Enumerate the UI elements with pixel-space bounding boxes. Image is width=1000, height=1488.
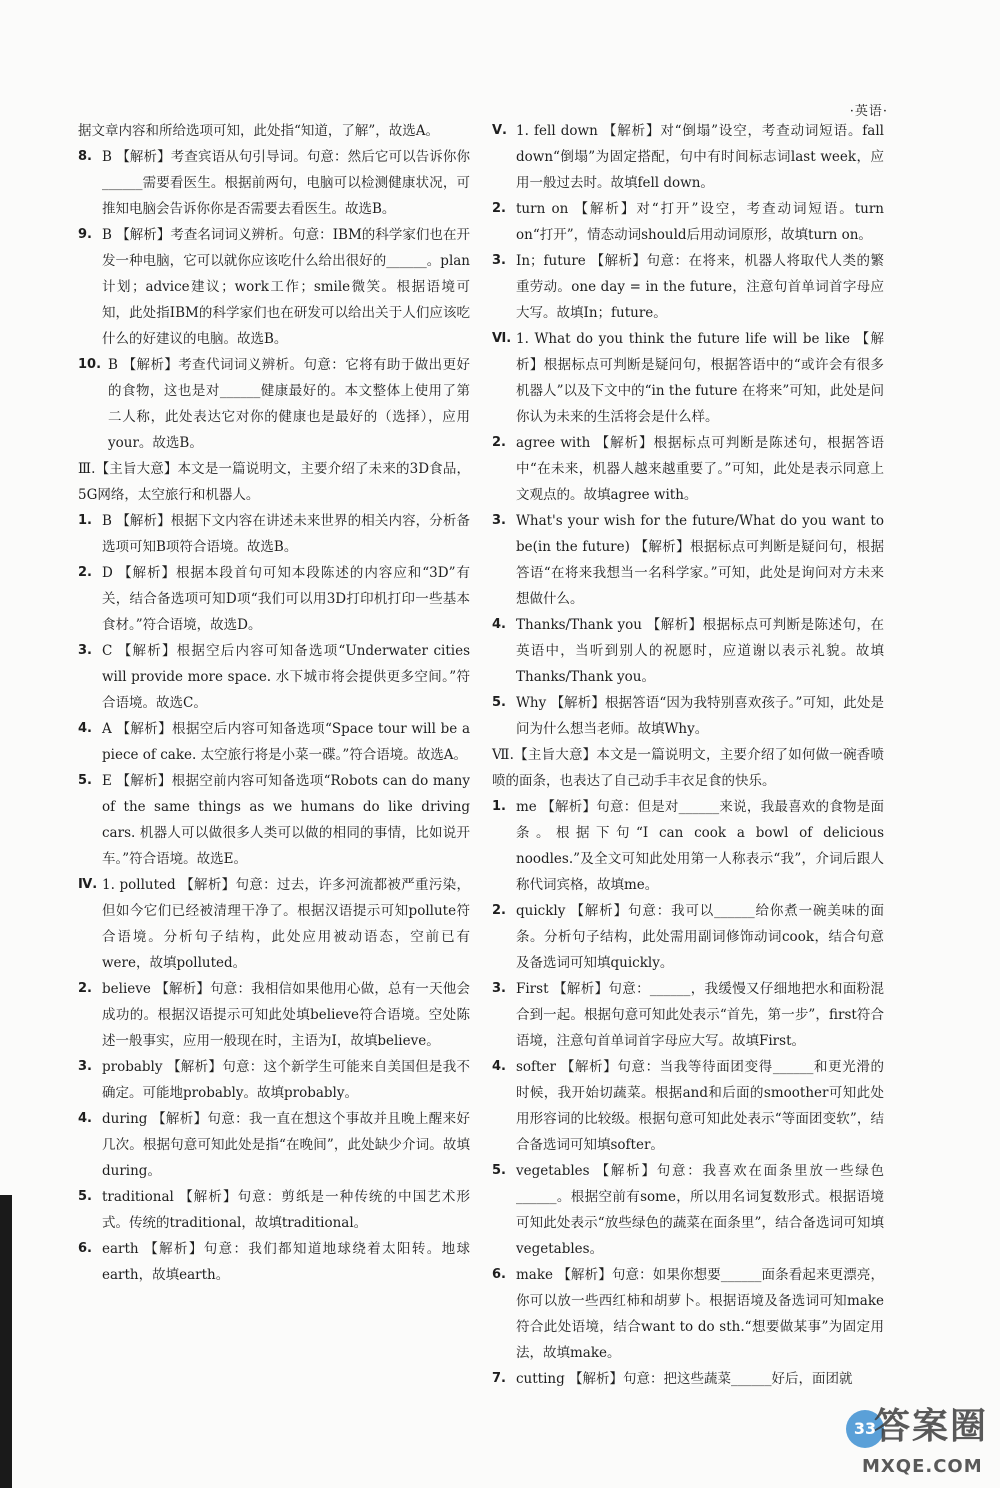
item-text: In；future 【解析】句意：在将来，机器人将取代人类的繁重劳动。one day = in the future，注意句首单词首字母应大写。故填In；future。 bbox=[516, 253, 884, 321]
section-paragraph: Ⅲ.【主旨大意】本文是一篇说明文，主要介绍了未来的3D食品，5G网络，太空旅行和机器人。 bbox=[78, 461, 470, 503]
item-number: 5. bbox=[492, 695, 506, 710]
item-number: 4. bbox=[492, 617, 506, 632]
item-number: 7. bbox=[492, 1371, 506, 1386]
item-number: 3. bbox=[78, 643, 92, 658]
answer-item bbox=[492, 326, 884, 430]
item-text: 1. polluted 【解析】句意：过去，许多河流都被严重污染，但如今它们已经被清理干净了。根据汉语提示可知pollute符合语境。分析句子结构，此处应用被动语态，空前已有were，故填polluted。 bbox=[102, 877, 470, 971]
answer-item bbox=[492, 1054, 884, 1158]
item-text: traditional 【解析】句意：剪纸是一种传统的中国艺术形式。传统的traditional，故填traditional。 bbox=[102, 1189, 470, 1231]
item-text: turn on 【解析】对“打开”设空，考查动词短语。turn on“打开”，情态动词should后用动词原形，故填turn on。 bbox=[516, 201, 884, 243]
answer-item bbox=[492, 248, 884, 326]
answer-item bbox=[492, 976, 884, 1054]
item-number: 9. bbox=[78, 227, 92, 242]
item-number: 1. bbox=[78, 513, 92, 528]
site-watermark bbox=[818, 1398, 988, 1482]
answer-item bbox=[78, 1054, 470, 1106]
answer-item bbox=[78, 768, 470, 872]
item-text: B 【解析】考查代词词义辨析。句意：它将有助于做出更好的食物，这也是对______健康最好的。本文整体上使用了第二人称，此处表达它对你的健康也是最好的（选择），应用your。故选B。 bbox=[108, 357, 470, 451]
item-number: Ⅳ. bbox=[78, 877, 98, 892]
item-number: 3. bbox=[78, 1059, 92, 1074]
item-number: 5. bbox=[78, 773, 92, 788]
right-column bbox=[492, 118, 884, 1392]
item-number: 1. bbox=[492, 799, 506, 814]
answer-item bbox=[78, 560, 470, 638]
item-number: 5. bbox=[492, 1163, 506, 1178]
answer-item bbox=[78, 638, 470, 716]
item-text: B 【解析】考查名词词义辨析。句意：IBM的科学家们也在开发一种电脑，它可以就你应该吃什么给出很好的______。plan计划；advice建议；work工作；smile微笑。根据语境可知，此处指IBM的科学家们也在研发可以给出关于人们应该吃什么的好建议的电脑。故选B。 bbox=[102, 227, 470, 347]
item-text: B 【解析】考查宾语从句引导词。句意：然后它可以告诉你你______需要看医生。根据前两句，电脑可以检测健康状况，可推知电脑会告诉你你是否需要去看医生。故选B。 bbox=[102, 149, 470, 217]
item-number: 2. bbox=[78, 981, 92, 996]
answer-item bbox=[78, 352, 470, 456]
item-text: E 【解析】根据空前内容可知备选项“Robots can do many of the same things as we humans do like driving cars. 机器人可以做很多人类可以做的相同的事情，比如说开车。”符合语境。故选E。 bbox=[102, 773, 470, 867]
answer-item bbox=[78, 1236, 470, 1288]
item-number: 2. bbox=[492, 201, 506, 216]
answer-item bbox=[492, 794, 884, 898]
left-column bbox=[78, 118, 470, 1288]
answer-item bbox=[492, 1158, 884, 1262]
answer-item bbox=[78, 144, 470, 222]
answer-item bbox=[492, 690, 884, 742]
item-text: during 【解析】句意：我一直在想这个事故并且晚上醒来好几次。根据句意可知此处是指“在晚间”，此处缺少介词。故填during。 bbox=[102, 1111, 470, 1179]
answer-item bbox=[492, 612, 884, 690]
item-number: 2. bbox=[78, 565, 92, 580]
page-edge-shadow bbox=[0, 1195, 12, 1488]
answer-item bbox=[492, 898, 884, 976]
item-text: Thanks/Thank you 【解析】根据标点可判断是陈述句，在英语中，当听到别人的祝愿时，应道谢以表示礼貌。故填Thanks/Thank you。 bbox=[516, 617, 884, 685]
item-text: What's your wish for the future/What do you want to be(in the future) 【解析】根据标点可判断是疑问句，根据答语“在将来我想当一名科学家。”可知，此处是询问对方未来想做什么。 bbox=[516, 513, 884, 607]
answer-item bbox=[78, 976, 470, 1054]
item-text: cutting 【解析】句意：把这些蔬菜______好后，面团就 bbox=[516, 1371, 853, 1387]
item-text: quickly 【解析】句意：我可以______给你煮一碗美味的面条。分析句子结构，此处需用副词修饰动词cook，结合句意及备选词可知填quickly。 bbox=[516, 903, 884, 971]
item-number: 6. bbox=[492, 1267, 506, 1282]
item-text: believe 【解析】句意：我相信如果他用心做，总有一天他会成功的。根据汉语提示可知此处填believe符合语境。空处陈述一般事实，应用一般现在时，主语为I，故填believe。 bbox=[102, 981, 470, 1049]
item-number: 2. bbox=[492, 435, 506, 450]
item-number: 3. bbox=[492, 981, 506, 996]
item-text: probably 【解析】句意：这个新学生可能来自美国但是我不确定。可能地probably。故填probably。 bbox=[102, 1059, 470, 1101]
answer-item bbox=[78, 1106, 470, 1184]
answer-item bbox=[78, 872, 470, 976]
item-text: C 【解析】根据空后内容可知备选项“Underwater cities will provide more space. 水下城市将会提供更多空间。”符合语境。故选C。 bbox=[102, 643, 470, 711]
item-number: 5. bbox=[78, 1189, 92, 1204]
item-text: 1. fell down 【解析】对“倒塌”设空，考查动词短语。fall down“倒塌”为固定搭配，句中有时间标志词last week，应用一般过去时。故填fell down。 bbox=[516, 123, 884, 191]
item-text: vegetables 【解析】句意：我喜欢在面条里放一些绿色______。根据空前有some，所以用名词复数形式。根据语境可知此处表示“放些绿色的蔬菜在面条里”，结合备选词可知填vegetables。 bbox=[516, 1163, 884, 1257]
item-text: softer 【解析】句意：当我等待面团变得______和更光滑的时候，我开始切蔬菜。根据and和后面的smoother可知此处用形容词的比较级。根据句意可知此处表示“等面团变软”，结合备选词可知填softer。 bbox=[516, 1059, 884, 1153]
item-number: 3. bbox=[492, 513, 506, 528]
answer-item bbox=[492, 1262, 884, 1366]
item-text: Why 【解析】根据答语“因为我特别喜欢孩子。”可知，此处是问为什么想当老师。故填Why。 bbox=[516, 695, 884, 737]
item-number: 10. bbox=[78, 357, 102, 372]
answer-item bbox=[492, 196, 884, 248]
item-number: Ⅵ. bbox=[492, 331, 512, 346]
item-number: 3. bbox=[492, 253, 506, 268]
answer-item bbox=[78, 1184, 470, 1236]
watermark-url: MXQE.COM bbox=[862, 1456, 983, 1477]
item-text: B 【解析】根据下文内容在讲述未来世界的相关内容，分析备选项可知B项符合语境。故选B。 bbox=[102, 513, 470, 555]
item-number: Ⅴ. bbox=[492, 123, 507, 138]
page-number-badge: 33 bbox=[846, 1410, 884, 1448]
answer-item bbox=[492, 118, 884, 196]
section-paragraph: Ⅶ.【主旨大意】本文是一篇说明文，主要介绍了如何做一碗香喷喷的面条，也表达了自己动手丰衣足食的快乐。 bbox=[492, 747, 884, 789]
answer-item bbox=[78, 508, 470, 560]
answer-item bbox=[492, 508, 884, 612]
item-number: 2. bbox=[492, 903, 506, 918]
section-paragraph: 据文章内容和所给选项可知，此处指“知道，了解”，故选A。 bbox=[78, 123, 440, 139]
item-text: First 【解析】句意：______，我缓慢又仔细地把水和面粉混合到一起。根据句意可知此处表示“首先，第一步”，first符合语境，注意句首单词首字母应大写。故填First。 bbox=[516, 981, 884, 1049]
item-number: 4. bbox=[78, 721, 92, 736]
answer-item bbox=[492, 1366, 884, 1392]
item-number: 8. bbox=[78, 149, 92, 164]
item-text: D 【解析】根据本段首句可知本段陈述的内容应和“3D”有关，结合备选项可知D项“我们可以用3D打印机打印一些基本食材。”符合语境，故选D。 bbox=[102, 565, 470, 633]
item-text: me 【解析】句意：但是对______来说，我最喜欢的食物是面条。根据下句“I can cook a bowl of delicious noodles.”及全文可知此处用第一人称表示“我”，介词后跟人称代词宾格，故填me。 bbox=[516, 799, 884, 893]
item-text: agree with 【解析】根据标点可判断是陈述句，根据答语中“在未来，机器人越来越重要了。”可知，此处是表示同意上文观点的。故填agree with。 bbox=[516, 435, 884, 503]
answer-item bbox=[492, 430, 884, 508]
subject-header: ·英语· bbox=[849, 104, 888, 119]
item-number: 4. bbox=[78, 1111, 92, 1126]
item-number: 4. bbox=[492, 1059, 506, 1074]
watermark-logo-text: 答案圈 bbox=[874, 1406, 989, 1447]
item-number: 6. bbox=[78, 1241, 92, 1256]
answer-item bbox=[78, 222, 470, 352]
item-text: make 【解析】句意：如果你想要______面条看起来更漂亮，你可以放一些西红柿和胡萝卜。根据语境及备选词可知make符合此处语境，结合want to do sth.“想要做某事”为固定用法，故填make。 bbox=[516, 1267, 884, 1361]
item-text: 1. What do you think the future life will be like 【解析】根据标点可判断是疑问句，根据答语中的“或许会有很多机器人”以及下文中的“in the future 在将来”可知，此处是问你认为未来的生活将会是什么样。 bbox=[516, 331, 884, 425]
item-text: A 【解析】根据空后内容可知备选项“Space tour will be a piece of cake. 太空旅行将是小菜一碟。”符合语境。故选A。 bbox=[102, 721, 470, 763]
answer-item bbox=[78, 716, 470, 768]
item-text: earth 【解析】句意：我们都知道地球绕着太阳转。地球earth，故填earth。 bbox=[102, 1241, 470, 1283]
